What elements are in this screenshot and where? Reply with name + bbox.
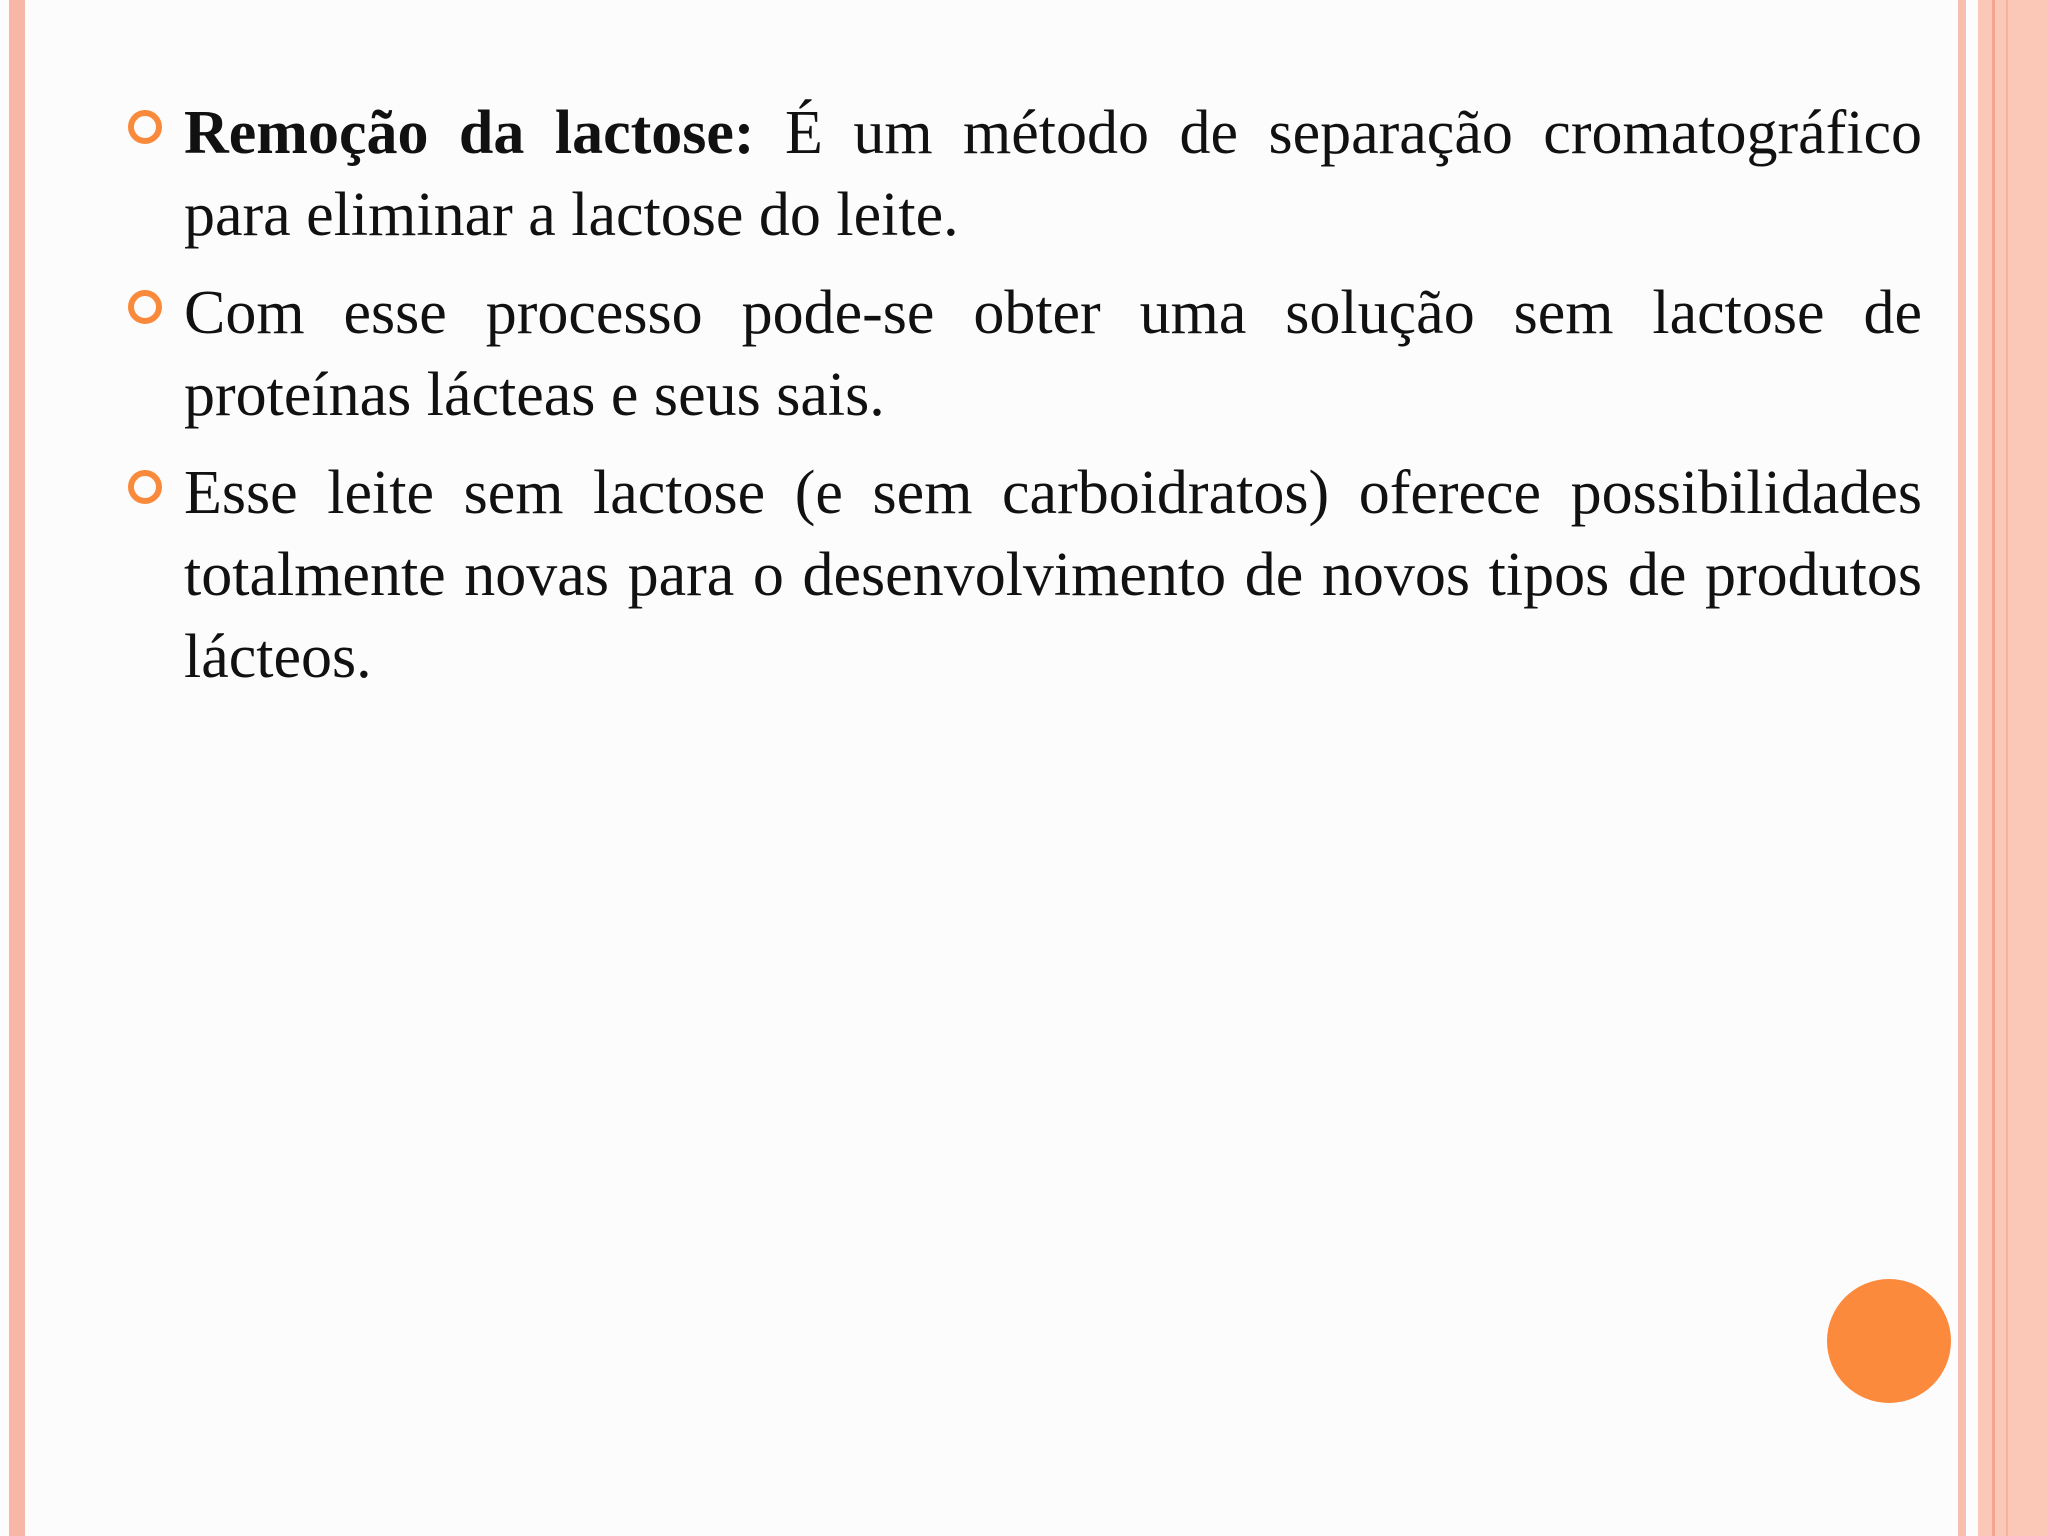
right-stripe-line [1992, 0, 1995, 1536]
hollow-circle-bullet-icon [128, 470, 162, 504]
left-decorative-stripe [9, 0, 25, 1536]
hollow-circle-bullet-icon [128, 110, 162, 144]
right-decorative-stripe [1978, 0, 2048, 1536]
slide-body [120, 92, 1922, 714]
bullet-text [184, 452, 1922, 698]
bullet-text [184, 272, 1922, 436]
bullet-item [120, 452, 1922, 698]
bullet-body: É um método de separação cromatográfico para eliminar a lactose do leite. [184, 99, 1922, 249]
orange-circle-decoration [1827, 1279, 1951, 1403]
bullet-body: Esse leite sem lactose (e sem carboidratos) oferece possibilidades totalmente novas para o desenvolvimento de novos tipos de produtos lácteos. [184, 459, 1922, 691]
right-stripe-line [2006, 0, 2008, 1536]
bullet-body: Com esse processo pode-se obter uma solução sem lactose de proteínas lácteas e seus sais. [184, 279, 1922, 429]
right-decorative-stripe-thin [1958, 0, 1966, 1536]
bullet-bold-lead: Remoção da lactose: [184, 99, 755, 167]
bullet-item [120, 92, 1922, 256]
hollow-circle-bullet-icon [128, 290, 162, 324]
bullet-text [184, 92, 1922, 256]
bullet-item [120, 272, 1922, 436]
